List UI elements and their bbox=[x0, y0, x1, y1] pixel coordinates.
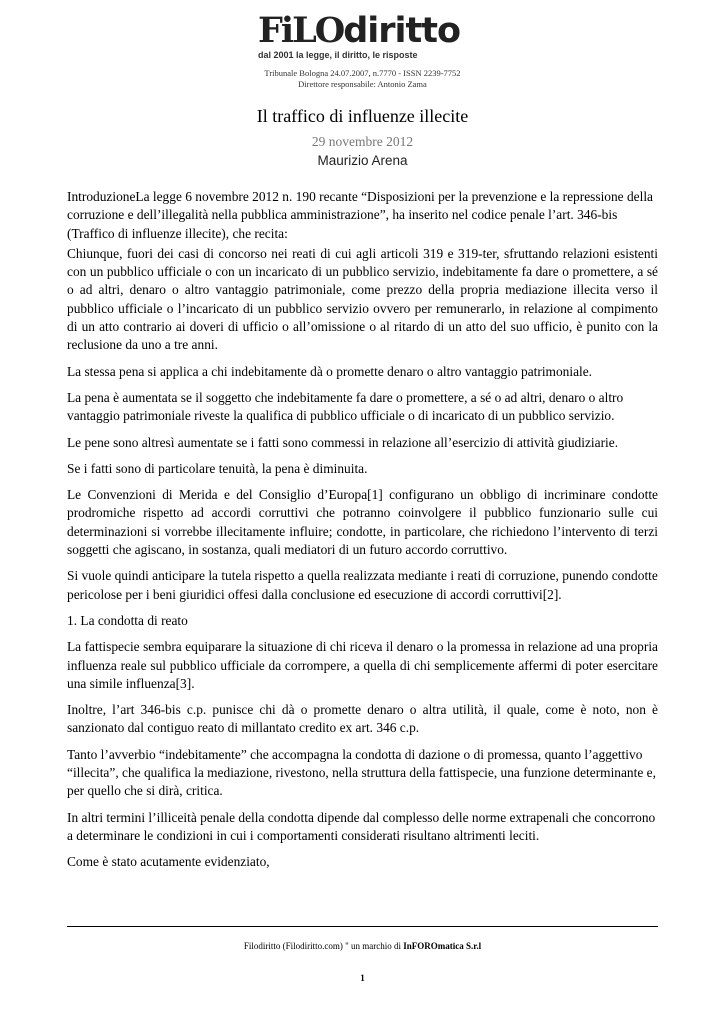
logo-prefix: FiLO bbox=[258, 10, 344, 51]
paragraph: Inoltre, l’art 346-bis c.p. punisce chi dà o promette denaro o altra utilità, il quale, come è noto, non è sanzionato dal contiguo reato di millantato credito ex art. 346 c.p. bbox=[67, 702, 658, 736]
director-line: Direttore responsabile: Antonio Zama bbox=[298, 79, 427, 89]
paragraph: Le Convenzioni di Merida e del Consiglio d’Europa[1] configurano un obbligo di incriminare condotte prodromiche rispetto ad accordi corruttivi che potranno coinvolgere il pubblico funzionario sulle cui determinazioni si vorrebbe illecitamente influire; condotte, in particolare, che richiedono l’intervento di terzi soggetti che agiscano, in sostanza, quali mediatori di un futuro accordo corruttivo. bbox=[67, 487, 658, 558]
footer-divider bbox=[67, 926, 658, 927]
section-heading: 1. La condotta di reato bbox=[67, 612, 188, 628]
paragraph: Le pene sono altresì aumentate se i fatti sono commessi in relazione all’esercizio di attività giudiziarie. bbox=[67, 434, 619, 450]
article-title: Il traffico di influenze illecite bbox=[256, 106, 469, 126]
footer-text: Filodiritto (Filodiritto.com) " un marchio di bbox=[243, 941, 404, 951]
logo-suffix: diritto bbox=[343, 11, 461, 51]
paragraph: In altri termini l’illiceità penale della condotta dipende dal complesso delle norme extrapenali che concorrono a determinare le condizioni in cui i comportamenti considerati risultano altrimenti leciti. bbox=[67, 809, 656, 843]
registration-line: Tribunale Bologna 24.07.2007, n.7770 - ISSN 2239-7752 bbox=[264, 68, 461, 78]
paragraph: La stessa pena si applica a chi indebitamente dà o promette denaro o altro vantaggio patrimoniale. bbox=[67, 363, 593, 379]
logo-wordmark bbox=[258, 10, 468, 51]
paragraph-quoted-article: Chiunque, fuori dei casi di concorso nei reati di cui agli articoli 319 e 319-ter, sfruttando relazioni esistenti con un pubblico ufficiale o con un incaricato di un pubblico servizio, indebitamente fa dare o promettere, a sé o ad altri, denaro o altro vantaggio patrimoniale, come prezzo della propria mediazione illecita verso il pubblico ufficiale o l’incaricato di un pubblico servizio ovvero per remunerarlo, in relazione al compimento di un atto contrario ai doveri di ufficio o all’omissione o al ritardo di un atto del suo ufficio, è punito con la reclusione da uno a tre anni. bbox=[67, 245, 658, 353]
paragraph-introduction: IntroduzioneLa legge 6 novembre 2012 n. 190 recante “Disposizioni per la prevenzione e la repressione della corruzione e dell’illegalità nella pubblica amministrazione”, ha inserito nel codice penale l’art. 346-bis (Traffico di influenze illecite), che recita: bbox=[67, 189, 653, 241]
article-body bbox=[67, 188, 658, 880]
filodiritto-logo bbox=[258, 10, 468, 64]
paragraph: La pena è aumentata se il soggetto che indebitamente fa dare o promettere, a sé o ad altri, denaro o altro vantaggio patrimoniale riveste la qualifica di pubblico ufficiale o di incaricato di un pubblico servizio. bbox=[67, 389, 624, 424]
logo-tagline: dal 2001 la legge, il diritto, le risposte bbox=[258, 50, 418, 60]
paragraph: La fattispecie sembra equiparare la situazione di chi riceva il denaro o la promessa in relazione ad una propria influenza reale sul pubblico ufficiale da corrompere, a quella di chi semplicemente affermi di poter esercitare una simile influenza[3]. bbox=[67, 639, 658, 691]
paragraph: Tanto l’avverbio “indebitamente” che accompagna la condotta di dazione o di promessa, quanto l’aggettivo “illecita”, che qualifica la mediazione, rivestono, nella struttura della fattispecie, una funzione determinante e, per quello che si dirà, critica. bbox=[67, 746, 656, 799]
paragraph: Se i fatti sono di particolare tenuità, la pena è diminuita. bbox=[67, 460, 368, 476]
paragraph: Si vuole quindi anticipare la tutela rispetto a quella realizzata mediante i reati di corruzione, punendo condotte pericolose per i beni giuridici offesi dalla conclusione ed esecuzione di accordi corruttivi[2]. bbox=[67, 568, 658, 602]
article-date: 29 novembre 2012 bbox=[311, 134, 414, 149]
paragraph: Come è stato acutamente evidenziato, bbox=[67, 854, 270, 870]
article-author: Maurizio Arena bbox=[317, 153, 408, 168]
footer-brand: InFOROmatica S.r.l bbox=[403, 941, 482, 951]
footer-line bbox=[0, 940, 725, 952]
page-number: 1 bbox=[360, 973, 365, 983]
